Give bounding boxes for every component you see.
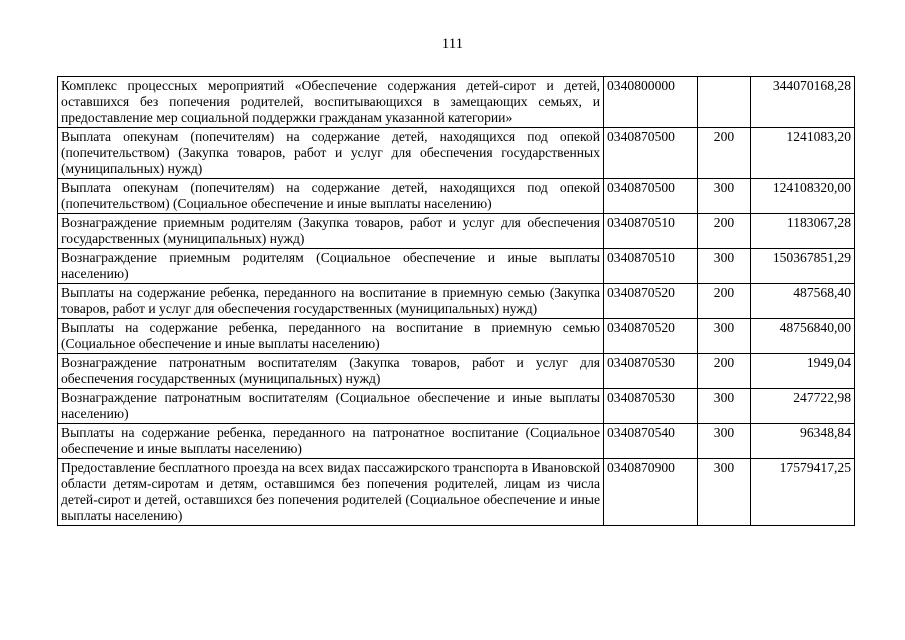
table-row <box>58 389 855 424</box>
table-row <box>58 284 855 319</box>
table-row <box>58 179 855 214</box>
description-cell: Выплата опекунам (попечителям) на содержание детей, находящихся под опекой (попечительством) (Социальное обеспечение и иные выплаты населению) <box>58 179 604 214</box>
amount-cell: 1183067,28 <box>751 214 855 249</box>
amount-cell: 124108320,00 <box>751 179 855 214</box>
description-cell: Предоставление бесплатного проезда на всех видах пассажирского транспорта в Ивановской области детям-сиротам и детям, оставшимся без попечения родителей, лицам из числа детей-сирот и детей, оставшихся без попечения родителей (Социальное обеспечение и иные выплаты населению) <box>58 459 604 526</box>
page-number: 111 <box>441 36 464 52</box>
amount-cell: 96348,84 <box>751 424 855 459</box>
expense-type-cell: 300 <box>698 424 751 459</box>
target-code-cell: 0340870510 <box>604 249 698 284</box>
expense-type-cell: 200 <box>698 354 751 389</box>
table-row <box>58 459 855 526</box>
table-row <box>58 424 855 459</box>
amount-cell: 487568,40 <box>751 284 855 319</box>
expense-type-cell: 300 <box>698 389 751 424</box>
target-code-cell: 0340870530 <box>604 354 698 389</box>
table-row <box>58 128 855 179</box>
table-row <box>58 214 855 249</box>
table-row <box>58 354 855 389</box>
amount-cell: 17579417,25 <box>751 459 855 526</box>
expense-type-cell: 200 <box>698 214 751 249</box>
description-cell: Выплаты на содержание ребенка, переданного на воспитание в приемную семью (Закупка товаров, работ и услуг для обеспечения государственных (муниципальных) нужд) <box>58 284 604 319</box>
description-cell: Вознаграждение патронатным воспитателям (Закупка товаров, работ и услуг для обеспечения государственных (муниципальных) нужд) <box>58 354 604 389</box>
target-code-cell: 0340870510 <box>604 214 698 249</box>
description-cell: Выплаты на содержание ребенка, переданного на воспитание в приемную семью (Социальное обеспечение и иные выплаты населению) <box>58 319 604 354</box>
description-cell: Выплаты на содержание ребенка, переданного на патронатное воспитание (Социальное обеспечение и иные выплаты населению) <box>58 424 604 459</box>
expense-type-cell: 300 <box>698 459 751 526</box>
amount-cell: 247722,98 <box>751 389 855 424</box>
expense-type-cell: 300 <box>698 249 751 284</box>
expense-type-cell: 200 <box>698 284 751 319</box>
expense-type-cell: 200 <box>698 128 751 179</box>
target-code-cell: 0340870500 <box>604 179 698 214</box>
description-cell: Вознаграждение патронатным воспитателям (Социальное обеспечение и иные выплаты населению) <box>58 389 604 424</box>
expense-type-cell: 300 <box>698 319 751 354</box>
description-cell: Вознаграждение приемным родителям (Закупка товаров, работ и услуг для обеспечения государственных (муниципальных) нужд) <box>58 214 604 249</box>
target-code-cell: 0340870520 <box>604 319 698 354</box>
description-cell: Комплекс процессных мероприятий «Обеспечение содержания детей-сирот и детей, оставшихся без попечения родителей, воспитывающихся в замещающих семьях, и предоставление мер социальной поддержки гражданам указанной категории» <box>58 77 604 128</box>
amount-cell: 150367851,29 <box>751 249 855 284</box>
expense-type-cell <box>698 77 751 128</box>
target-code-cell: 0340870500 <box>604 128 698 179</box>
amount-cell: 1241083,20 <box>751 128 855 179</box>
amount-cell: 344070168,28 <box>751 77 855 128</box>
budget-table-body <box>58 77 855 526</box>
description-cell: Выплата опекунам (попечителям) на содержание детей, находящихся под опекой (попечительством) (Закупка товаров, работ и услуг для обеспечения государственных (муниципальных) нужд) <box>58 128 604 179</box>
target-code-cell: 0340800000 <box>604 77 698 128</box>
target-code-cell: 0340870540 <box>604 424 698 459</box>
expense-type-cell: 300 <box>698 179 751 214</box>
target-code-cell: 0340870530 <box>604 389 698 424</box>
target-code-cell: 0340870900 <box>604 459 698 526</box>
budget-table <box>57 76 855 526</box>
amount-cell: 1949,04 <box>751 354 855 389</box>
target-code-cell: 0340870520 <box>604 284 698 319</box>
description-cell: Вознаграждение приемным родителям (Социальное обеспечение и иные выплаты населению) <box>58 249 604 284</box>
amount-cell: 48756840,00 <box>751 319 855 354</box>
table-row <box>58 319 855 354</box>
table-row <box>58 249 855 284</box>
table-row <box>58 77 855 128</box>
